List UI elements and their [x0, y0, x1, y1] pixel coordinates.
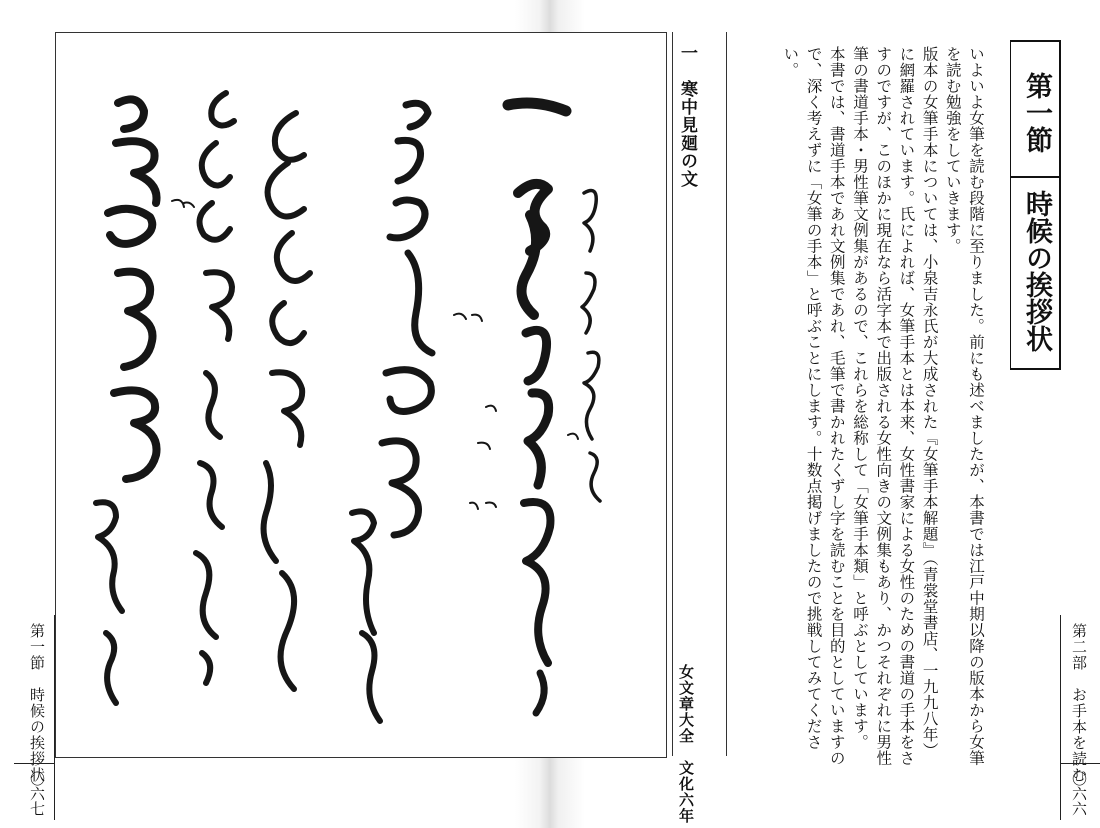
calligraphy-stroke: [196, 373, 222, 683]
calligraphy-stroke: [108, 99, 157, 243]
left-page-number: 〇六七: [28, 771, 46, 816]
calligraphy-stroke: [268, 113, 310, 343]
footer-divider: [1060, 763, 1100, 764]
calligraphy-stroke: [536, 673, 544, 713]
calligraphy-stroke: [200, 93, 235, 339]
calligraphy-stroke: [96, 502, 122, 703]
calligraphy-stroke: [352, 511, 380, 721]
right-page-number: 〇六六: [1070, 771, 1088, 816]
calligraphy-stroke: [114, 272, 157, 479]
page-rule: [726, 32, 727, 756]
right-running-footer: [1060, 615, 1100, 820]
calligraphy-stroke: [582, 191, 600, 501]
calligraphy-panel: [55, 32, 667, 758]
left-running-footer: [14, 615, 55, 820]
section-heading-box: [1010, 40, 1061, 370]
calligraphy-stroke: [508, 103, 566, 111]
calligraphy-stroke: [518, 184, 548, 315]
calligraphy-image: [56, 33, 666, 757]
left-footer-title: 第一節 時候の挨拶状: [28, 623, 46, 783]
calligraphy-stroke: [172, 200, 578, 509]
calligraphy-stroke: [526, 330, 549, 485]
calligraphy-stroke: [382, 370, 431, 535]
body-text: [755, 46, 987, 766]
page-rule: [672, 32, 673, 756]
section-label: 第一節: [1021, 71, 1052, 153]
letter-heading: 一 寒中見廻の文: [677, 44, 697, 188]
section-divider: [1011, 176, 1059, 178]
calligraphy-stroke: [390, 103, 432, 353]
body-paragraph: 本書では、書道手本であれ文例集であれ、毛筆で書かれたくずし字を読むことを目的としていますので、深く考えずに「女筆の手本」と呼ぶことにします。十数点掲げましたので挑戦してみてください。: [781, 46, 846, 766]
footer-divider: [14, 763, 55, 764]
body-paragraph: いよいよ女筆を読む段階に至りました。前にも述べましたが、本書では江戸中期以降の版本から女筆を読む勉強をしていきます。: [943, 46, 985, 766]
calligraphy-stroke: [264, 372, 303, 689]
calligraphy-stroke: [524, 502, 550, 663]
section-title: 時候の挨拶状: [1021, 190, 1052, 352]
source-caption: 女文章大全 文化六年: [677, 664, 695, 824]
right-footer-title: 第二部 お手本を読む: [1070, 623, 1088, 783]
body-paragraph: 版本の女筆手本については、小泉吉永氏が大成された『女筆手本解題』（青裳堂書店、一九九八年）に網羅されています。氏によれば、女筆手本とは本来、女性書家による女性のための書道の手本をさすのですが、このほかに現在なら活字本で出版される女性向きの文例集もあり、かつそれぞれに男性筆の書道手本・男性筆文例集があるので、これらを総称して「女筆手本類」と呼ぶとしています。: [850, 46, 939, 766]
